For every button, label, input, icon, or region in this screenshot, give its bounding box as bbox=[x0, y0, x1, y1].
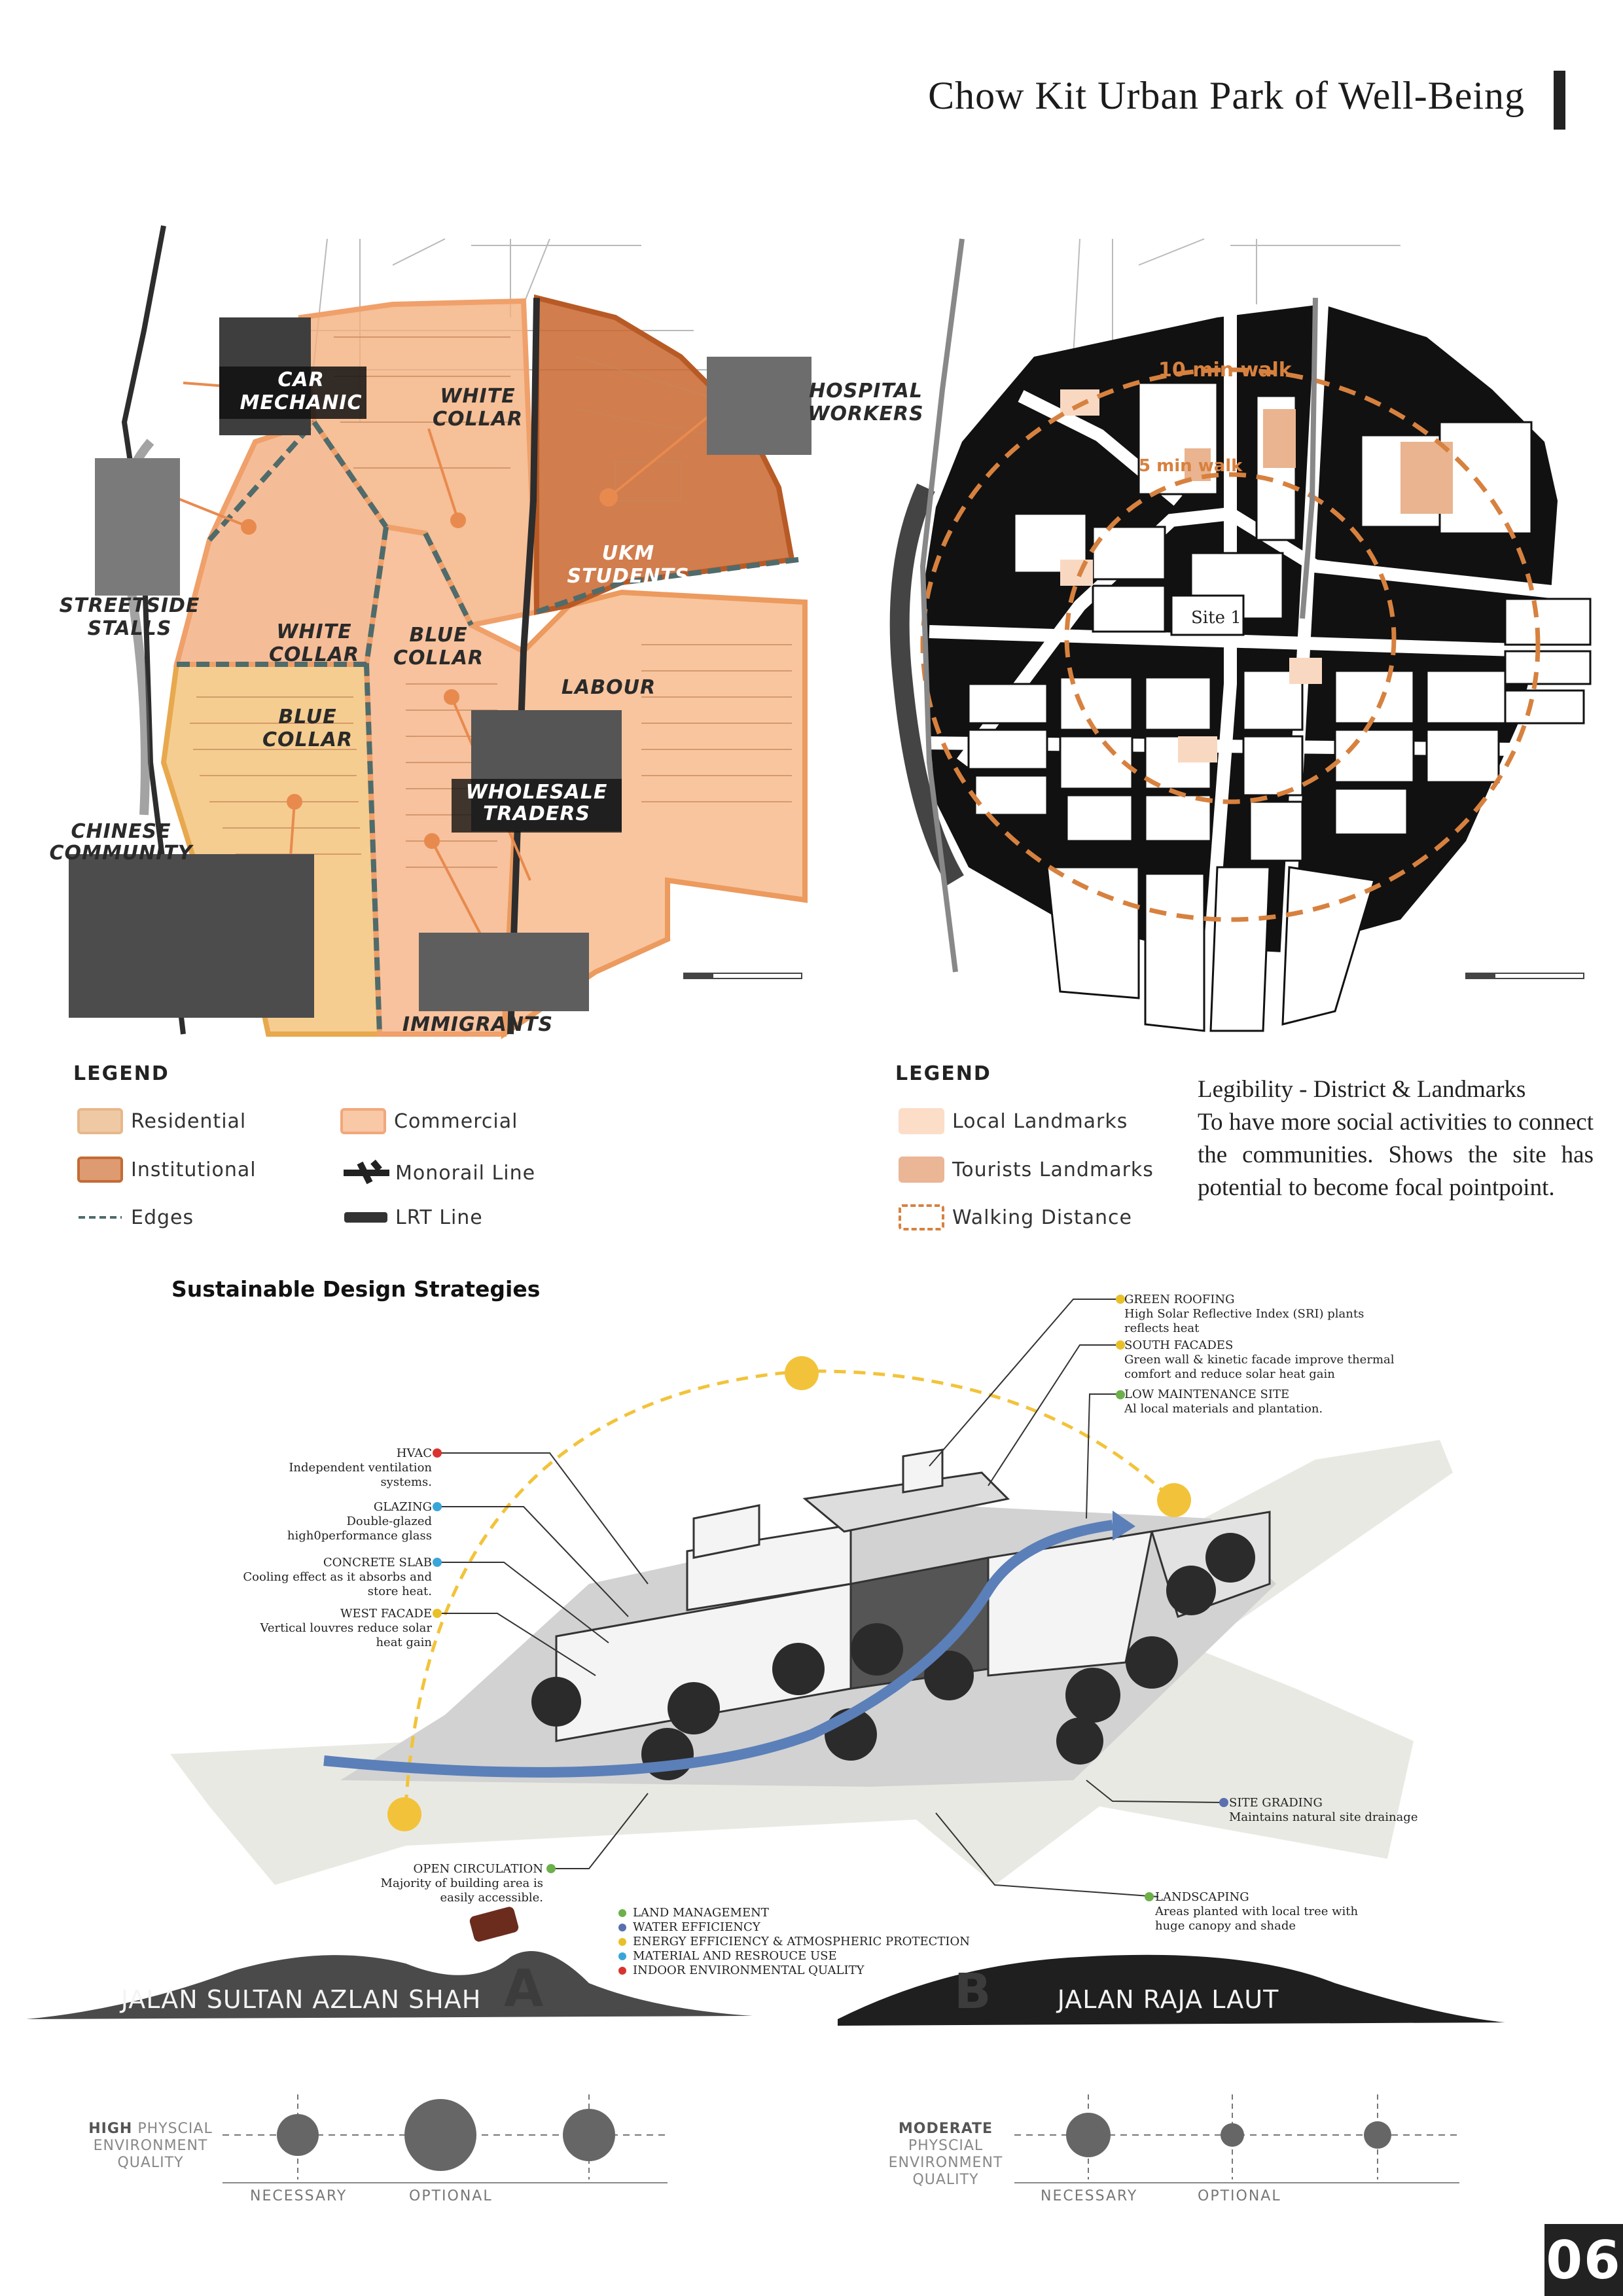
label-chinese-community-1: CHINESE bbox=[71, 820, 171, 843]
label-white-collar-mid-2: COLLAR bbox=[268, 643, 360, 666]
activity-circle bbox=[404, 2099, 476, 2171]
note-body: Al local materials and plantation. bbox=[1124, 1402, 1323, 1416]
label-ukm-students-1: UKM bbox=[601, 542, 655, 565]
label-streetside-stalls-2: STALLS bbox=[87, 617, 172, 640]
quality-word: PHYSCIAL bbox=[908, 2138, 984, 2154]
local-landmark bbox=[1060, 560, 1093, 586]
activity-circle bbox=[1066, 2113, 1111, 2157]
edges-icon bbox=[77, 1204, 123, 1230]
note-body: Independent ventilation systems. bbox=[289, 1461, 432, 1489]
legend-item-local-landmarks bbox=[899, 1108, 1128, 1134]
activity-circle bbox=[1364, 2121, 1391, 2149]
legend-item-institutional bbox=[77, 1157, 257, 1183]
quality-word: ENVIRONMENT bbox=[888, 2155, 1003, 2171]
key-label: LAND MANAGEMENT bbox=[633, 1906, 769, 1920]
legend-label: Edges bbox=[131, 1206, 194, 1229]
note-heading: SOUTH FACADES bbox=[1124, 1338, 1234, 1352]
legend-label: Walking Distance bbox=[952, 1206, 1132, 1229]
sun-icon bbox=[387, 1797, 421, 1831]
page-number: 06 bbox=[1544, 2224, 1623, 2296]
note-hvac bbox=[236, 1446, 432, 1490]
note-heading: GREEN ROOFING bbox=[1124, 1293, 1235, 1306]
chart-b-quality bbox=[874, 2121, 1018, 2189]
note-body: Areas planted with local tree with huge canopy and shade bbox=[1155, 1905, 1359, 1933]
key-label: WATER EFFICIENCY bbox=[633, 1920, 760, 1934]
chart-a-quality bbox=[79, 2121, 223, 2172]
chart-b-x-label: OPTIONAL bbox=[1198, 2188, 1281, 2204]
local-landmark-swatch bbox=[899, 1108, 944, 1134]
note-body: Cooling effect as it absorbs and store heat. bbox=[243, 1570, 432, 1598]
sun-icon bbox=[785, 1356, 819, 1390]
scale-bar bbox=[1466, 973, 1584, 978]
landmark-map bbox=[864, 226, 1597, 1034]
bullet-icon bbox=[618, 1967, 626, 1975]
note-green-roofing bbox=[1124, 1293, 1412, 1336]
chart-a-x-label: OPTIONAL bbox=[409, 2188, 493, 2204]
quality-word: QUALITY bbox=[912, 2172, 979, 2188]
residential-swatch bbox=[77, 1108, 123, 1134]
walk-5-min-label: 5 min walk bbox=[1139, 456, 1243, 476]
local-landmark bbox=[1289, 658, 1322, 684]
note-body: Majority of building area is easily accessible. bbox=[380, 1876, 543, 1905]
legend-item-monorail bbox=[340, 1157, 535, 1189]
note-landscaping bbox=[1155, 1890, 1371, 1933]
label-car-mechanic-1: CAR bbox=[277, 368, 325, 391]
quality-level: MODERATE bbox=[898, 2121, 993, 2137]
label-labour: LABOUR bbox=[561, 676, 656, 699]
road-a-letter: A bbox=[504, 1960, 544, 2018]
district-map bbox=[49, 226, 924, 1036]
legend-title: LEGEND bbox=[73, 1062, 169, 1085]
bullet-icon bbox=[618, 1938, 626, 1946]
legend-label: LRT Line bbox=[395, 1206, 483, 1229]
road-b-name: JALAN RAJA LAUT bbox=[1057, 1985, 1279, 2014]
tourist-landmark bbox=[1263, 409, 1296, 468]
legend-item-walking-distance bbox=[899, 1204, 1132, 1230]
note-glazing bbox=[236, 1500, 432, 1543]
label-hospital-workers-1: HOSPITAL bbox=[809, 380, 923, 403]
legend-item-lrt bbox=[340, 1204, 483, 1230]
legend-title: LEGEND bbox=[895, 1062, 991, 1085]
note-body: Double-glazed high0performance glass bbox=[287, 1515, 432, 1543]
page-title: Chow Kit Urban Park of Well-Being bbox=[928, 74, 1525, 117]
legend-label: Commercial bbox=[394, 1109, 518, 1133]
label-blue-collar-mid-1: BLUE bbox=[409, 624, 468, 647]
quality-word: QUALITY bbox=[117, 2155, 184, 2171]
chart-a bbox=[223, 2081, 681, 2206]
key-item bbox=[618, 1935, 970, 1949]
activity-circle bbox=[1221, 2123, 1244, 2147]
key-label: ENERGY EFFICIENCY & ATMOSPHERIC PROTECTION bbox=[633, 1935, 970, 1948]
note-concrete-slab bbox=[223, 1556, 432, 1599]
sun-icon bbox=[1157, 1483, 1191, 1517]
key-item bbox=[618, 1949, 970, 1964]
label-chinese-community-2: COMMUNITY bbox=[49, 842, 193, 865]
activity-circle bbox=[563, 2109, 615, 2161]
strategy-key bbox=[618, 1906, 970, 1978]
legend-label: Monorail Line bbox=[395, 1161, 536, 1185]
note-heading: HVAC bbox=[396, 1446, 432, 1460]
monorail-icon bbox=[340, 1157, 393, 1189]
streetside-stalls-photo bbox=[95, 458, 180, 596]
note-body: Vertical louvres reduce solar heat gain bbox=[260, 1621, 432, 1649]
legend-item-residential bbox=[77, 1108, 246, 1134]
bullet-icon bbox=[618, 1952, 626, 1960]
legend-item-edges bbox=[77, 1204, 194, 1230]
key-item bbox=[618, 1906, 970, 1920]
legend-label: Local Landmarks bbox=[952, 1109, 1128, 1133]
key-label: INDOOR ENVIRONMENTAL QUALITY bbox=[633, 1964, 865, 1977]
bullet-icon bbox=[618, 1924, 626, 1931]
quality-word: ENVIRONMENT bbox=[93, 2138, 208, 2154]
note-west-facade bbox=[236, 1607, 432, 1650]
label-blue-collar-left-1: BLUE bbox=[278, 706, 337, 728]
walk-10-min-label: 10 min walk bbox=[1158, 359, 1292, 382]
label-white-collar-top-1: WHITE bbox=[440, 385, 516, 408]
note-body: High Solar Reflective Index (SRI) plants reflects heat bbox=[1124, 1307, 1364, 1335]
strategies-title: Sustainable Design Strategies bbox=[171, 1276, 541, 1302]
key-item bbox=[618, 1964, 970, 1978]
note-body: Maintains natural site drainage bbox=[1229, 1810, 1418, 1824]
tourist-landmark bbox=[1400, 442, 1453, 514]
legend-label: Residential bbox=[131, 1109, 247, 1133]
note-heading: GLAZING bbox=[373, 1500, 432, 1514]
label-wholesale-traders-2: TRADERS bbox=[483, 802, 590, 825]
commercial-swatch bbox=[340, 1108, 386, 1134]
chart-b-x-label: NECESSARY bbox=[1041, 2188, 1138, 2204]
quality-level: HIGH bbox=[88, 2121, 133, 2137]
lrt-icon bbox=[340, 1204, 393, 1230]
legend-label: Institutional bbox=[131, 1158, 257, 1181]
legibility-heading: Legibility - District & Landmarks bbox=[1198, 1076, 1526, 1103]
note-heading: SITE GRADING bbox=[1229, 1796, 1323, 1810]
walking-distance-swatch bbox=[899, 1204, 944, 1230]
note-site-grading bbox=[1229, 1796, 1504, 1825]
chart-b bbox=[1014, 2081, 1472, 2206]
label-white-collar-top-2: COLLAR bbox=[432, 408, 524, 431]
site-label: Site 1 bbox=[1191, 608, 1241, 628]
legibility-text bbox=[1198, 1073, 1594, 1204]
note-body: Green wall & kinetic facade improve thermal comfort and reduce solar heat gain bbox=[1124, 1353, 1395, 1381]
road-a-name: JALAN SULTAN AZLAN SHAH bbox=[120, 1985, 482, 2014]
local-landmark bbox=[1178, 736, 1217, 762]
label-car-mechanic-2: MECHANIC bbox=[240, 391, 363, 414]
note-heading: LANDSCAPING bbox=[1155, 1890, 1249, 1904]
chart-a-x-label: NECESSARY bbox=[250, 2188, 348, 2204]
label-white-collar-mid-1: WHITE bbox=[276, 620, 352, 643]
key-label: MATERIAL AND RESROUCE USE bbox=[633, 1949, 837, 1963]
note-heading: LOW MAINTENANCE SITE bbox=[1124, 1388, 1290, 1401]
note-heading: OPEN CIRCULATION bbox=[413, 1862, 543, 1876]
bullet-icon bbox=[618, 1909, 626, 1917]
note-heading: CONCRETE SLAB bbox=[323, 1556, 432, 1570]
label-blue-collar-left-2: COLLAR bbox=[262, 728, 353, 751]
legend-item-commercial bbox=[340, 1108, 518, 1134]
label-wholesale-traders-1: WHOLESALE bbox=[465, 781, 608, 804]
label-ukm-students-2: STUDENTS bbox=[567, 565, 690, 588]
note-low-maintenance bbox=[1124, 1388, 1412, 1416]
key-item bbox=[618, 1920, 970, 1935]
road-b-letter: B bbox=[954, 1964, 991, 2020]
activity-circle bbox=[277, 2114, 319, 2156]
tourist-landmark-swatch bbox=[899, 1157, 944, 1183]
legend-item-tourist-landmarks bbox=[899, 1157, 1154, 1183]
note-open-circulation bbox=[366, 1862, 543, 1905]
institutional-swatch bbox=[77, 1157, 123, 1183]
note-heading: WEST FACADE bbox=[340, 1607, 432, 1621]
title-bar-divider bbox=[1554, 71, 1565, 130]
legend-label: Tourists Landmarks bbox=[952, 1158, 1154, 1181]
label-streetside-stalls-1: STREETSIDE bbox=[59, 594, 200, 617]
note-south-facades bbox=[1124, 1338, 1412, 1382]
quality-word: PHYSCIAL bbox=[137, 2121, 213, 2137]
immigrants-photo bbox=[419, 933, 589, 1011]
chinese-community-photo bbox=[69, 854, 314, 1018]
hospital-workers-photo bbox=[707, 357, 812, 455]
label-blue-collar-mid-2: COLLAR bbox=[393, 647, 484, 670]
legibility-body: To have more social activities to connect the communities. Shows the site has potential to become focal pointpoint. bbox=[1198, 1109, 1594, 1201]
label-hospital-workers-2: WORKERS bbox=[808, 403, 924, 425]
label-immigrants: IMMIGRANTS bbox=[402, 1013, 554, 1036]
scale-bar bbox=[684, 973, 802, 978]
car-icon bbox=[469, 1906, 520, 1943]
